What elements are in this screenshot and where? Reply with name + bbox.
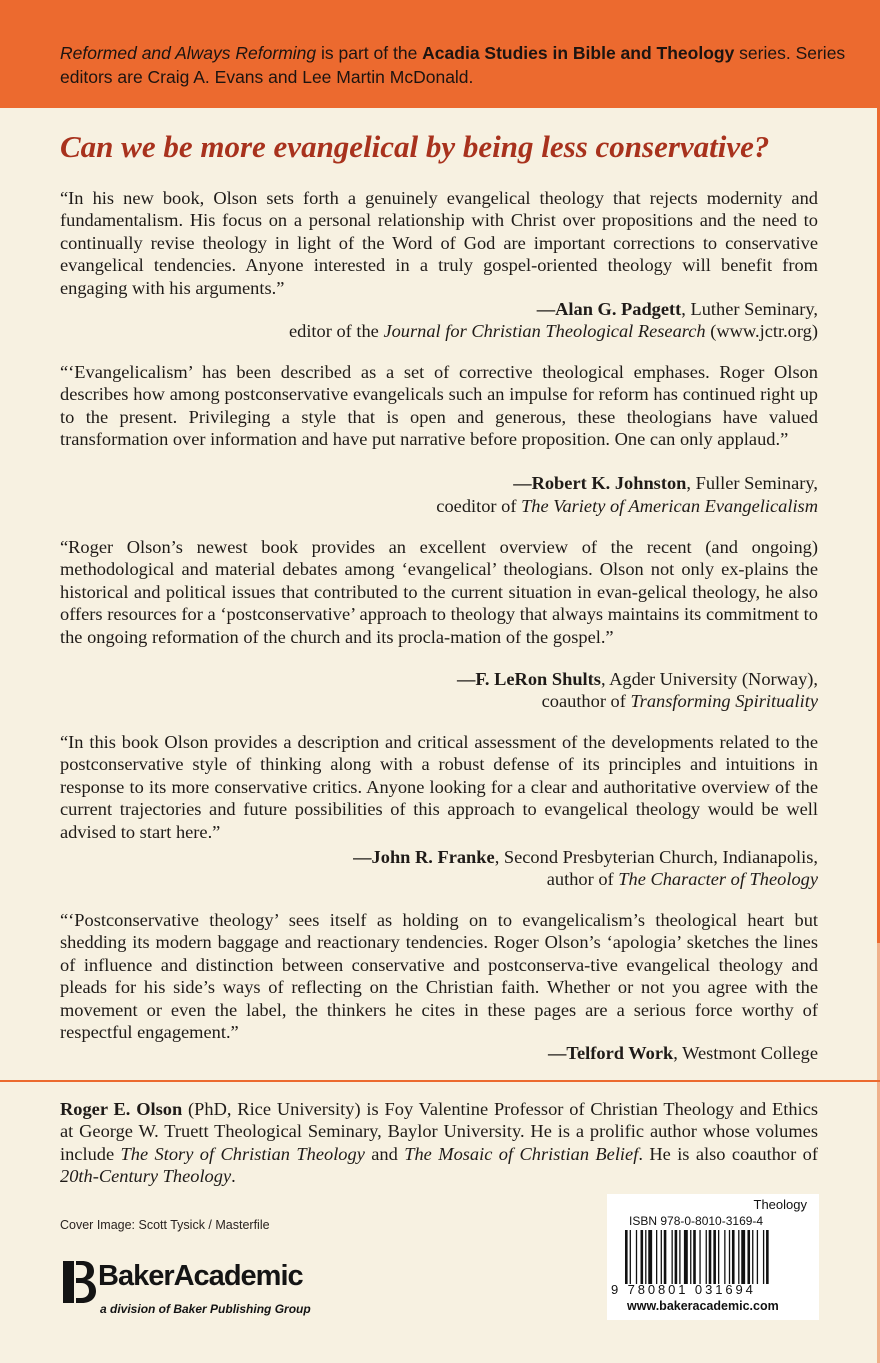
- barcode-icon: [621, 1230, 811, 1288]
- series-note: Reformed and Always Reforming is part of the Acadia Studies in Bible and Theology series. Series editors are Craig A. Evans and Lee Martin McDonald.: [60, 43, 846, 87]
- endorsement-attribution-franke: —John R. Franke, Second Presbyterian Church, Indianapolis,: [353, 847, 818, 867]
- endorsement-role-shults: coauthor of Transforming Spirituality: [541, 691, 818, 711]
- headline: Can we be more evangelical by being less conservative?: [60, 129, 770, 164]
- publisher-website: www.bakeracademic.com: [627, 1299, 779, 1313]
- author-bio: Roger E. Olson (PhD, Rice University) is Foy Valentine Professor of Christian Theology and Ethics at George W. Truett Theological Seminary, Baylor University. He is a prolific author whose volumes include The Story of Christian Theology and The Mosaic of Christian Belief. He is also coauthor of 20th-Century Theology.: [60, 1099, 819, 1187]
- section-divider: [0, 1080, 880, 1082]
- endorsement-role-franke: author of The Character of Theology: [546, 869, 818, 889]
- endorsement-role-johnston: coeditor of The Variety of American Evangelicalism: [436, 496, 818, 516]
- endorsement-role-padgett: editor of the Journal for Christian Theological Research (www.jctr.org): [288, 321, 818, 341]
- endorsement-attribution-johnston: —Robert K. Johnston, Fuller Seminary,: [513, 473, 818, 493]
- baker-b-icon: [60, 1258, 98, 1306]
- author-name: Roger E. Olson: [60, 1099, 183, 1119]
- endorsement-attribution-padgett: —Alan G. Padgett, Luther Seminary,: [536, 299, 818, 319]
- series-band: [0, 0, 880, 108]
- publisher-logo: [60, 1258, 330, 1322]
- series-book-title: Reformed and Always Reforming: [60, 43, 317, 63]
- book-category: Theology: [753, 1197, 807, 1212]
- endorsement-attribution-shults: —F. LeRon Shults, Agder University (Norway),: [457, 669, 818, 689]
- endorsement-quote-franke: “In this book Olson provides a description and critical assessment of the developments related to the postconservative style of thinking along with a robust defense of its principles and intuitions in response to its more conservative critics. Anyone looking for a clear and authoritative overview of the current trajectories and future possibilities of this approach to evangelical theology would be well advised to start here.”: [60, 732, 818, 842]
- isbn-barcode-box: [607, 1194, 819, 1320]
- endorsement-quote-padgett: “In his new book, Olson sets forth a genuinely evangelical theology that rejects modernity and fundamentalism. His focus on a personal relationship with Christ over propositions and the need to continually revise theology in light of the Word of God are important corrections to conservative evangelical tendencies. Anyone interested in a truly gospel-oriented theology will benefit from engaging with his arguments.”: [60, 188, 818, 298]
- cover-image-credit: Cover Image: Scott Tysick / Masterfile: [60, 1218, 270, 1232]
- endorsement-quote-work: “‘Postconservative theology’ sees itself as holding on to evangelicalism’s theological heart but shedding its modern baggage and reactionary tendencies. Roger Olson’s ‘apologia’ sketches the lines of influence and distinction between conservative and postconserva-tive evangelical theology and pleads for his side’s ways of reflecting on the Christian faith. Whether or not you agree with the movement or even the label, the thinkers he cites in these pages are a serious force worthy of respectful engagement.”: [60, 910, 818, 1043]
- publisher-subtitle: a division of Baker Publishing Group: [100, 1302, 311, 1316]
- isbn-number: ISBN 978-0-8010-3169-4: [629, 1214, 764, 1228]
- barcode-digits: 9 780801 031694: [611, 1282, 756, 1297]
- endorsement-quote-shults: “Roger Olson’s newest book provides an excellent overview of the recent (and ongoing) methodological and material debates among ‘evangelical’ theologians. Olson not only ex-plains the historical and political issues that contributed to the current situation in evan-gelical theology, he also offers resources for a ‘postconservative’ approach to theology that always maintains its commitment to the ongoing reformation of the church and its procla-mation of the gospel.”: [60, 537, 818, 647]
- series-name: Acadia Studies in Bible and Theology: [422, 43, 735, 63]
- publisher-name: BakerAcademic: [98, 1260, 303, 1292]
- endorsement-attribution-work: —Telford Work, Westmont College: [548, 1043, 818, 1063]
- endorsement-quote-johnston: “‘Evangelicalism’ has been described as a set of corrective theological emphases. Roger Olson describes how among postconservative evangelicals such an impulse for reform has continued right up to the present. Privileging a style that is open and generous, these theologians have valued transformation over information and have put narrative before proposition. One can only applaud.”: [60, 362, 818, 450]
